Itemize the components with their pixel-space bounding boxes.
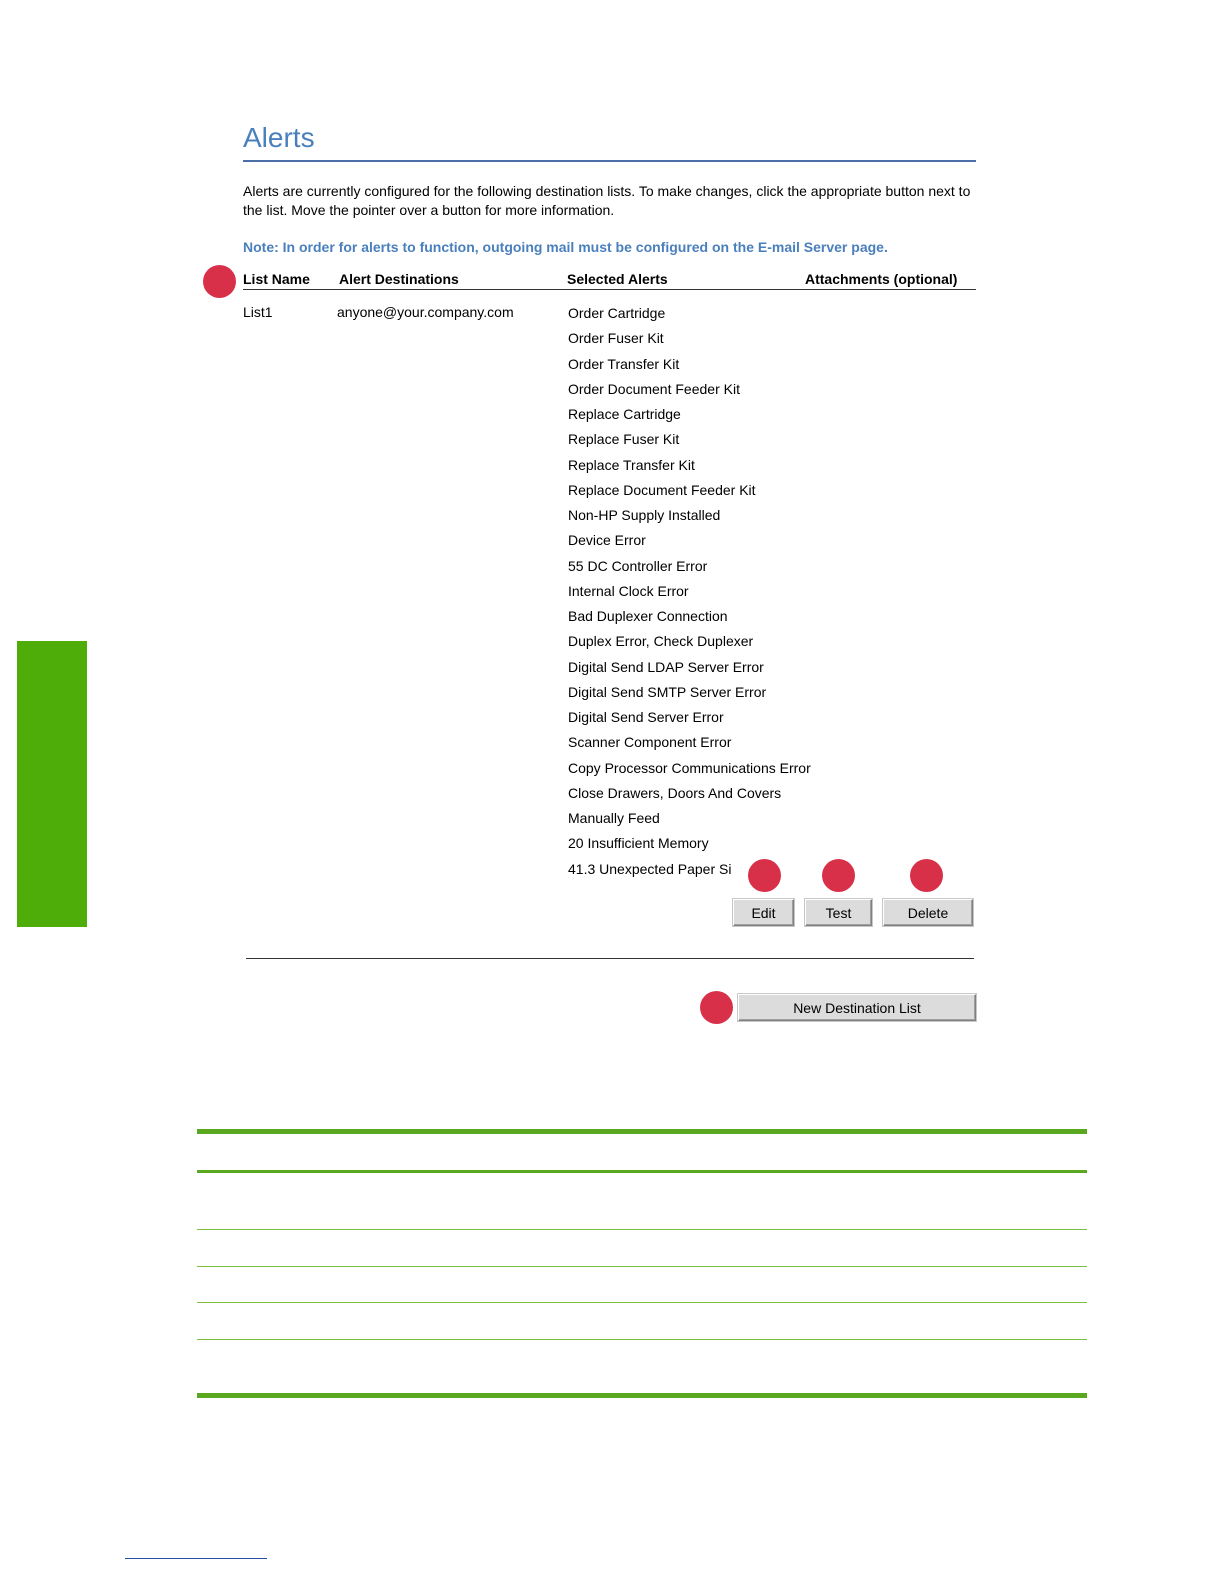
alert-item: Device Error: [568, 532, 646, 549]
alert-item: Internal Clock Error: [568, 582, 689, 599]
page-title: Alerts: [243, 122, 315, 153]
alert-item: Digital Send LDAP Server Error: [568, 658, 764, 675]
alert-item: 55 DC Controller Error: [568, 557, 708, 574]
alert-item: Manually Feed: [568, 810, 660, 826]
table-header-rule: [197, 1170, 1087, 1173]
alert-item: Replace Cartridge: [568, 406, 681, 422]
alert-item: 20 Insufficient Memory: [568, 835, 709, 852]
callout-marker-test: [822, 859, 855, 892]
alert-item: Digital Send SMTP Server Error: [568, 683, 767, 700]
callout-marker-delete: [910, 859, 943, 892]
header-divider: [243, 289, 976, 290]
selected-alerts-list: [568, 304, 811, 885]
alert-item: Replace Fuser Kit: [568, 431, 680, 448]
column-header-selected-alerts: Selected Alerts: [567, 271, 668, 287]
alert-item: Order Fuser Kit: [568, 330, 664, 347]
chapter-side-tab: [17, 641, 87, 927]
alert-item: Replace Document Feeder Kit: [568, 481, 756, 498]
alert-item: Order Cartridge: [568, 305, 666, 321]
column-header-attachments: Attachments (optional): [805, 271, 958, 287]
delete-button[interactable]: Delete: [883, 899, 973, 926]
column-header-alert-destinations: Alert Destinations: [339, 271, 459, 287]
alert-item: Duplex Error, Check Duplexer: [568, 633, 754, 650]
test-button[interactable]: Test: [805, 899, 872, 926]
title-underline: [243, 160, 976, 162]
table-row-rule: [197, 1339, 1087, 1340]
alert-item: Copy Processor Communications Error: [568, 759, 811, 776]
table-top-rule: [197, 1129, 1087, 1134]
list-name-cell: List1: [243, 304, 273, 320]
section-divider: [246, 958, 974, 959]
callout-marker-new-list: [700, 991, 733, 1024]
alert-item: 41.3 Unexpected Paper Si: [568, 860, 732, 877]
alert-item: Digital Send Server Error: [568, 709, 724, 725]
callout-marker-list: [203, 265, 236, 298]
table-row-rule: [197, 1302, 1087, 1303]
alert-item: Non-HP Supply Installed: [568, 507, 721, 523]
alert-item: Replace Transfer Kit: [568, 456, 695, 473]
new-destination-list-button[interactable]: New Destination List: [738, 994, 976, 1021]
column-header-list-name: List Name: [243, 271, 310, 287]
callout-marker-edit: [748, 859, 781, 892]
alert-item: Order Transfer Kit: [568, 355, 680, 372]
table-row-rule: [197, 1266, 1087, 1267]
mail-config-note: Note: In order for alerts to function, outgoing mail must be configured on the E-mail Server page.: [243, 239, 888, 255]
table-row-rule: [197, 1229, 1087, 1230]
alert-destination-cell: anyone@your.company.com: [337, 304, 514, 320]
alert-item: Order Document Feeder Kit: [568, 380, 740, 397]
intro-text: Alerts are currently configured for the following destination lists. To make changes, click the appropriate button next to the list. Move the pointer over a button for more information.: [243, 183, 971, 218]
edit-button[interactable]: Edit: [733, 899, 794, 926]
alert-item: Close Drawers, Doors And Covers: [568, 784, 782, 801]
table-bottom-rule: [197, 1393, 1087, 1398]
alert-item: Bad Duplexer Connection: [568, 608, 728, 624]
footnote-rule: [125, 1558, 267, 1559]
alert-item: Scanner Component Error: [568, 734, 732, 751]
